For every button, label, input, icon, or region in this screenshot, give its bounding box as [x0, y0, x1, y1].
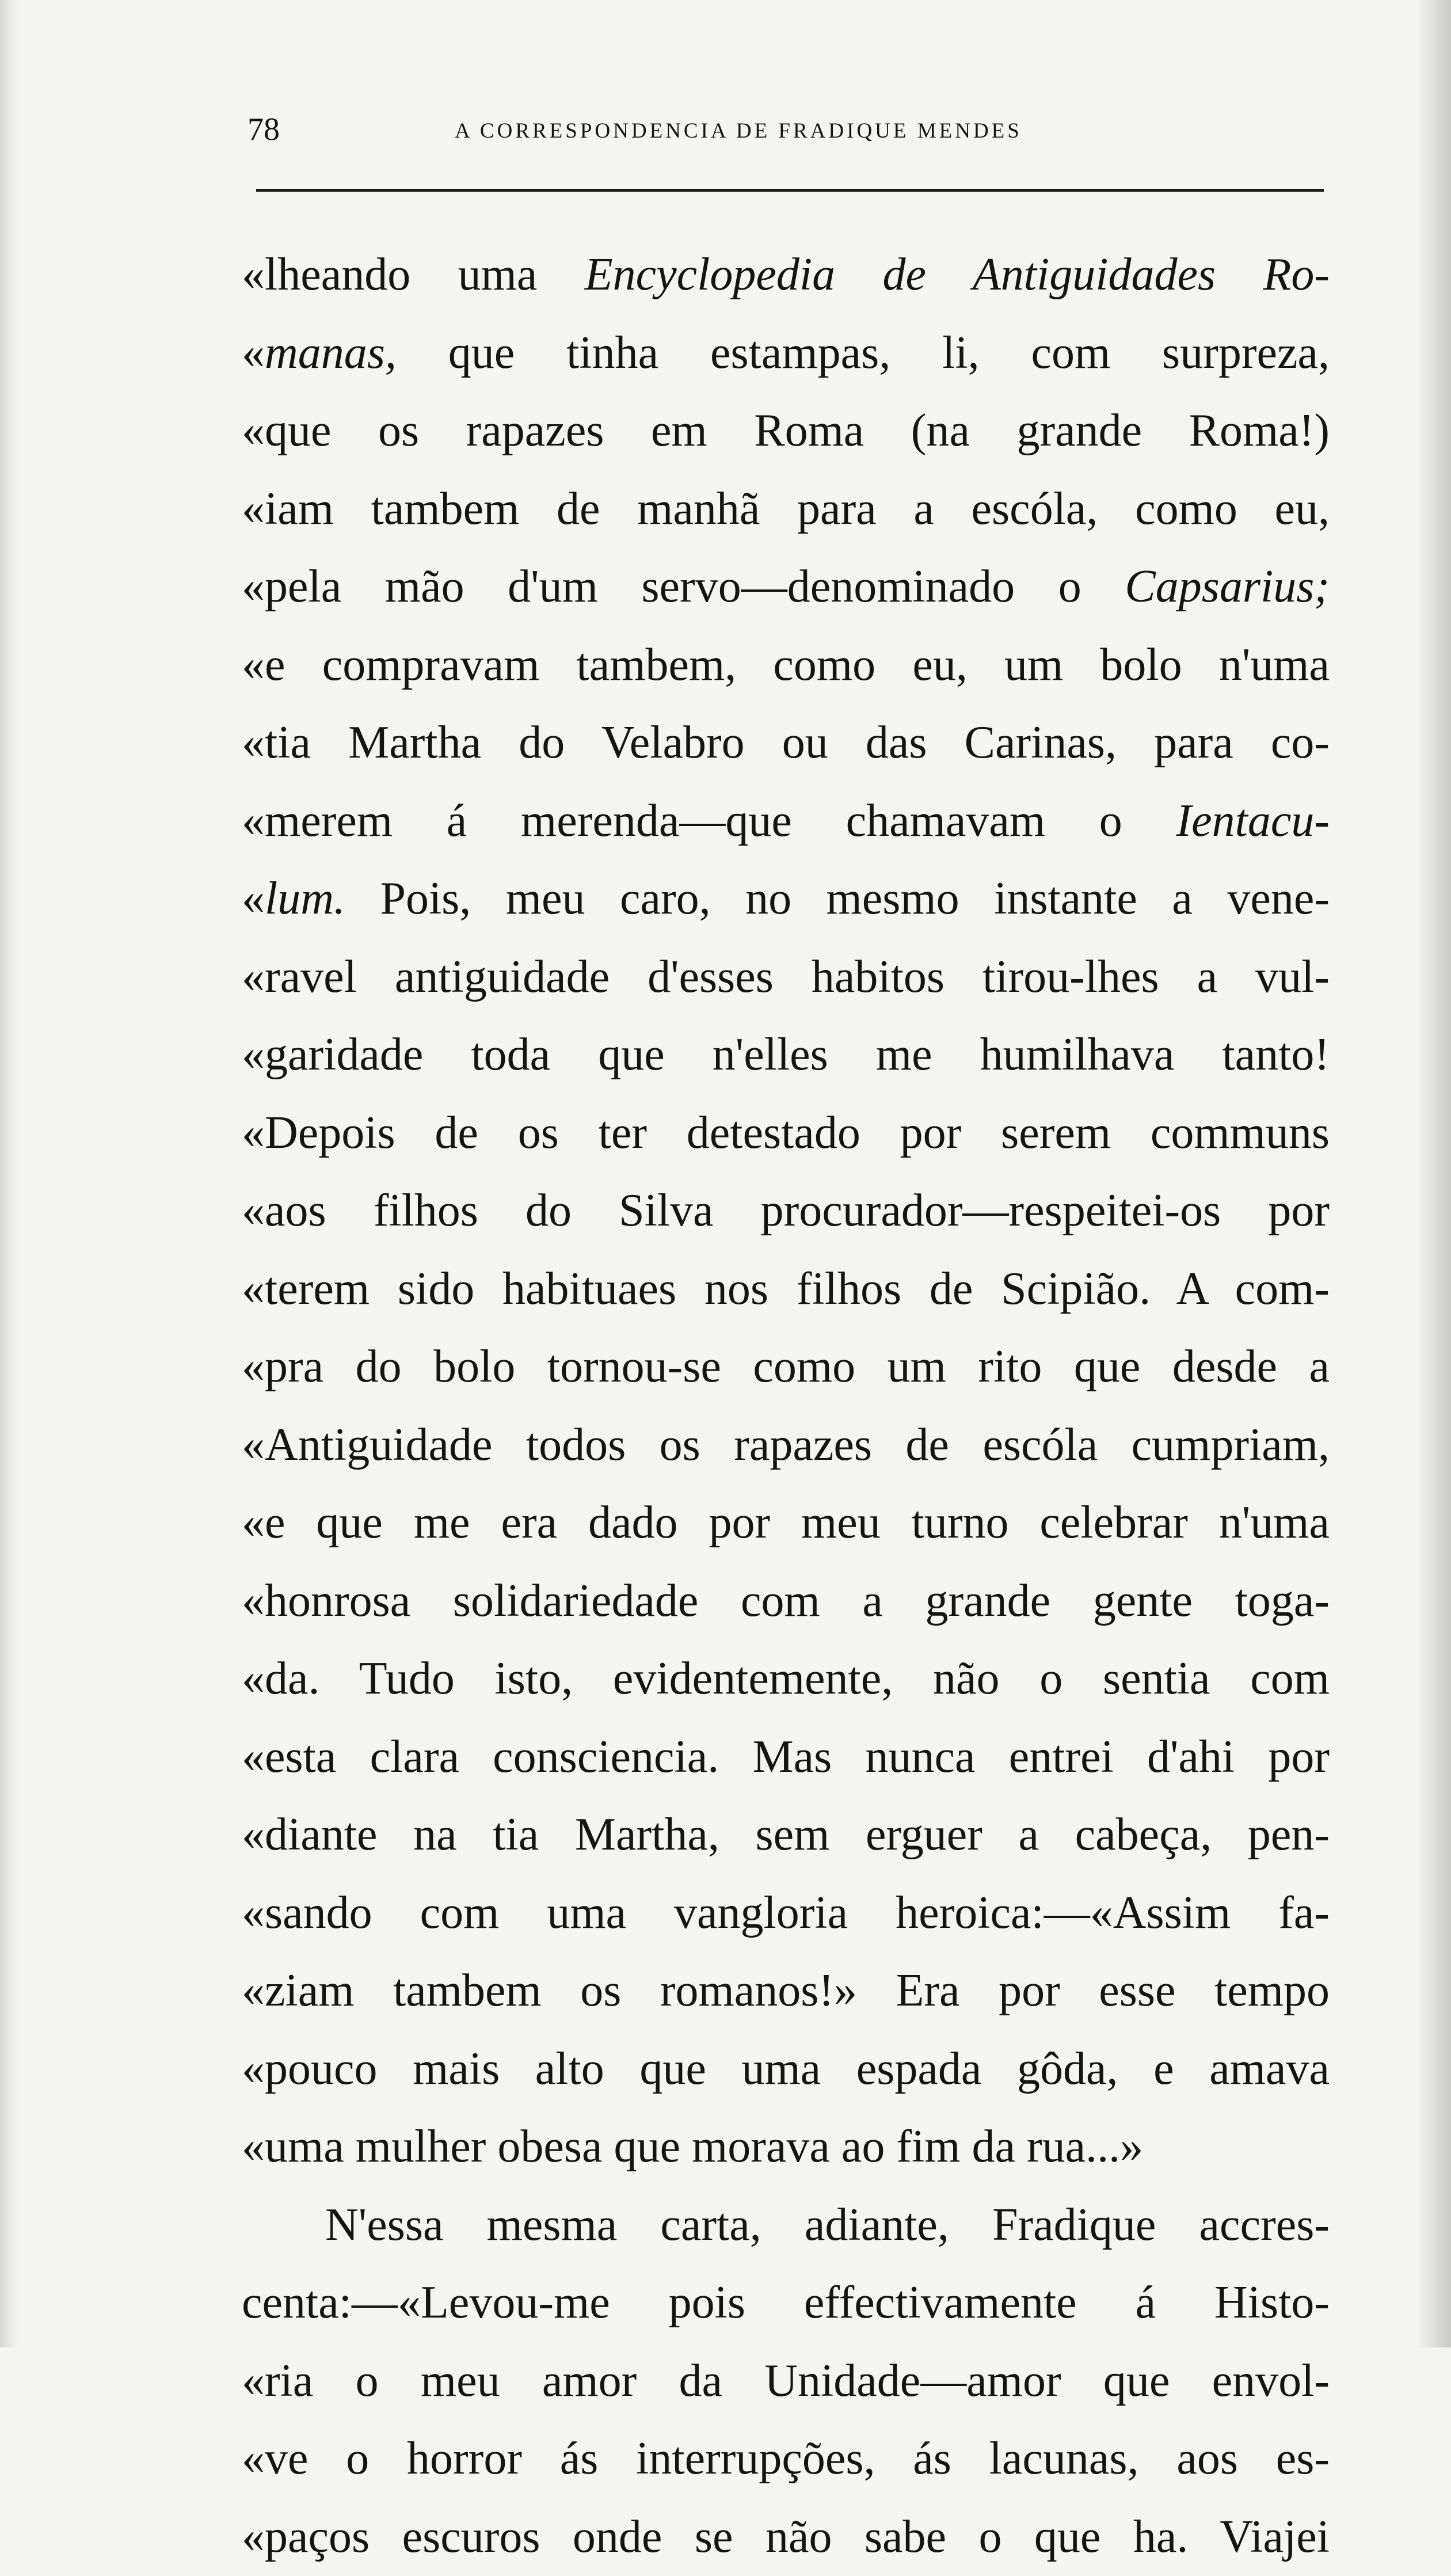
text-line: «merem á merenda—que chamavam o Ientacu- [242, 782, 1330, 861]
running-title: A CORRESPONDENCIA DE FRADIQUE MENDES [455, 114, 1022, 149]
text-line: centa:—«Levou-me pois effectivamente á Histo- [242, 2264, 1330, 2342]
text-line: «pela mão d'um servo—denominado o Capsarius; [242, 548, 1330, 626]
text-line: «paços escuros onde se não sabe o que ha. Viajei [242, 2498, 1330, 2576]
page-edge-shadow-right [1416, 0, 1451, 2347]
page-edge-shadow-left [0, 0, 17, 2347]
page-number: 78 [247, 109, 280, 150]
text-line: «aos filhos do Silva procurador—respeitei-os por [242, 1172, 1330, 1250]
page-header [247, 109, 1330, 150]
text-line: «esta clara consciencia. Mas nunca entrei d'ahi por [242, 1718, 1330, 1797]
text-line: «tia Martha do Velabro ou das Carinas, para co- [242, 704, 1330, 782]
text-line: «ve o horror ás interrupções, ás lacunas, aos es- [242, 2420, 1330, 2498]
text-line: «pra do bolo tornou-se como um rito que desde a [242, 1328, 1330, 1406]
italic-term: Encyclopedia de Antiguidades Ro- [585, 249, 1330, 300]
text-line: N'essa mesma carta, adiante, Fradique accres- [242, 2186, 1330, 2265]
text-line: «e que me era dado por meu turno celebrar n'uma [242, 1484, 1330, 1562]
text-line: «pouco mais alto que uma espada gôda, e amava [242, 2030, 1330, 2109]
text-line: «sando com uma vangloria heroica:—«Assim fa- [242, 1874, 1330, 1953]
text-line: «ria o meu amor da Unidade—amor que envol- [242, 2342, 1330, 2421]
italic-term: lum. [265, 873, 345, 924]
italic-term: Ientacu- [1176, 796, 1330, 846]
text-line: «diante na tia Martha, sem erguer a cabeça, pen- [242, 1796, 1330, 1874]
text-line: «e compravam tambem, como eu, um bolo n'uma [242, 626, 1330, 705]
text-line: «ravel antiguidade d'esses habitos tirou-lhes a vul- [242, 938, 1330, 1017]
text-line: «que os rapazes em Roma (na grande Roma!) [242, 392, 1330, 470]
text-line: «Antiguidade todos os rapazes de escóla cumpriam, [242, 1406, 1330, 1485]
text-line: «Depois de os ter detestado por serem communs [242, 1094, 1330, 1173]
italic-term: manas, [265, 328, 397, 378]
text-line: «ziam tambem os romanos!» Era por esse tempo [242, 1952, 1330, 2030]
text-line: «uma mulher obesa que morava ao fim da rua...» [242, 2108, 1330, 2186]
body-text [242, 236, 1330, 2576]
text-line: «iam tambem de manhã para a escóla, como eu, [242, 470, 1330, 549]
text-line: «honrosa solidariedade com a grande gente toga- [242, 1562, 1330, 1641]
italic-term: Capsarius; [1125, 561, 1330, 612]
text-line: «manas, que tinha estampas, li, com surpreza, [242, 314, 1330, 393]
text-line: «lheando uma Encyclopedia de Antiguidades Ro- [242, 236, 1330, 314]
text-line: «terem sido habituaes nos filhos de Scipião. A com- [242, 1250, 1330, 1329]
header-rule [256, 189, 1324, 192]
text-line: «lum. Pois, meu caro, no mesmo instante a vene- [242, 860, 1330, 938]
text-line: «garidade toda que n'elles me humilhava tanto! [242, 1016, 1330, 1094]
text-line: «da. Tudo isto, evidentemente, não o sentia com [242, 1640, 1330, 1718]
